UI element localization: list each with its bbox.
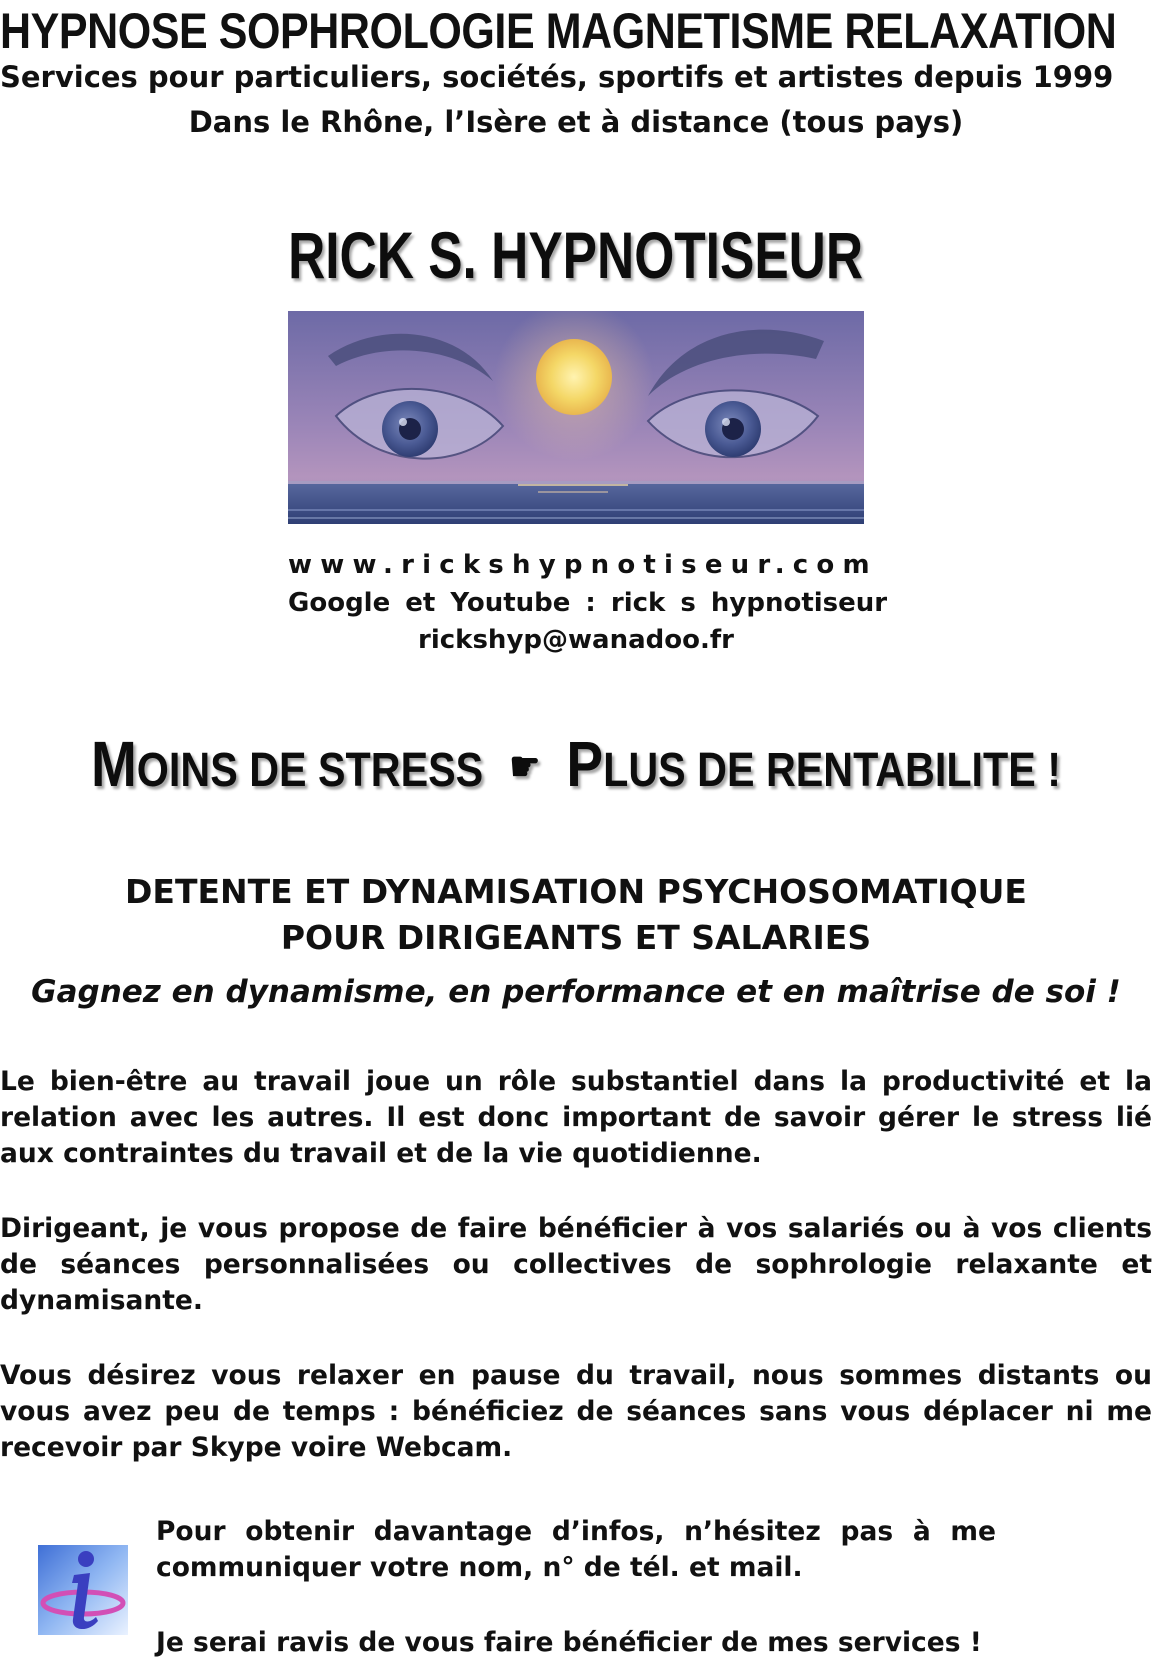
header-subtitle-services: Services pour particuliers, sociétés, sportifs et artistes depuis 1999 <box>0 60 1114 94</box>
info-icon <box>38 1545 128 1635</box>
info-request-text: Pour obtenir davantage d’infos, n’hésitez pas à me communiquer votre nom, n° de tél. et mail. <box>156 1516 996 1583</box>
social-handle: Google et Youtube : rick s hypnotiseur <box>288 588 888 618</box>
header-title: HYPNOSE SOPHROLOGIE MAGNETISME RELAXATION <box>0 3 1117 59</box>
eyes-sunset-sea-image <box>288 311 864 524</box>
slogan-right-rest: LUS DE RENTABILITE ! <box>603 744 1062 797</box>
brand-name <box>0 217 1152 293</box>
paragraph-offer: Dirigeant, je vous propose de faire bénéficier à vos salariés ou à vos clients de séances personnalisées ou collectives de sophrologie relaxante et dynamisante. <box>0 1213 1152 1316</box>
website-link[interactable]: www.rickshypnotiseur.com <box>288 550 878 580</box>
slogan-left-cap: M <box>90 728 137 800</box>
pointing-hand-icon: ☛ <box>509 745 541 789</box>
slogan-left-rest: OINS DE STRESS <box>136 744 484 797</box>
info-closing-text: Je serai ravis de vous faire bénéficier de mes services ! <box>156 1627 982 1658</box>
header-subtitle-regions: Dans le Rhône, l’Isère et à distance (tous pays) <box>188 105 964 139</box>
slogan-right-cap: P <box>566 728 604 800</box>
email-link[interactable]: rickshyp@wanadoo.fr <box>418 625 734 655</box>
slogan <box>0 727 1152 801</box>
brand-name-text: RICK S. HYPNOTISEUR <box>288 218 864 292</box>
section-title-line-2: POUR DIRIGEANTS ET SALARIES <box>280 918 872 957</box>
paragraph-remote: Vous désirez vous relaxer en pause du travail, nous sommes distants ou vous avez peu de temps : bénéficiez de séances sans vous déplacer ni me recevoir par Skype voire Webcam. <box>0 1360 1152 1463</box>
section-tagline: Gagnez en dynamisme, en performance et en maîtrise de soi ! <box>31 974 1121 1010</box>
section-title-line-1: DETENTE ET DYNAMISATION PSYCHOSOMATIQUE <box>125 872 1027 911</box>
paragraph-wellbeing: Le bien-être au travail joue un rôle substantiel dans la productivité et la relation avec les autres. Il est donc important de savoir gérer le stress lié aux contraintes du travail et de la vie quotidienne. <box>0 1066 1152 1169</box>
